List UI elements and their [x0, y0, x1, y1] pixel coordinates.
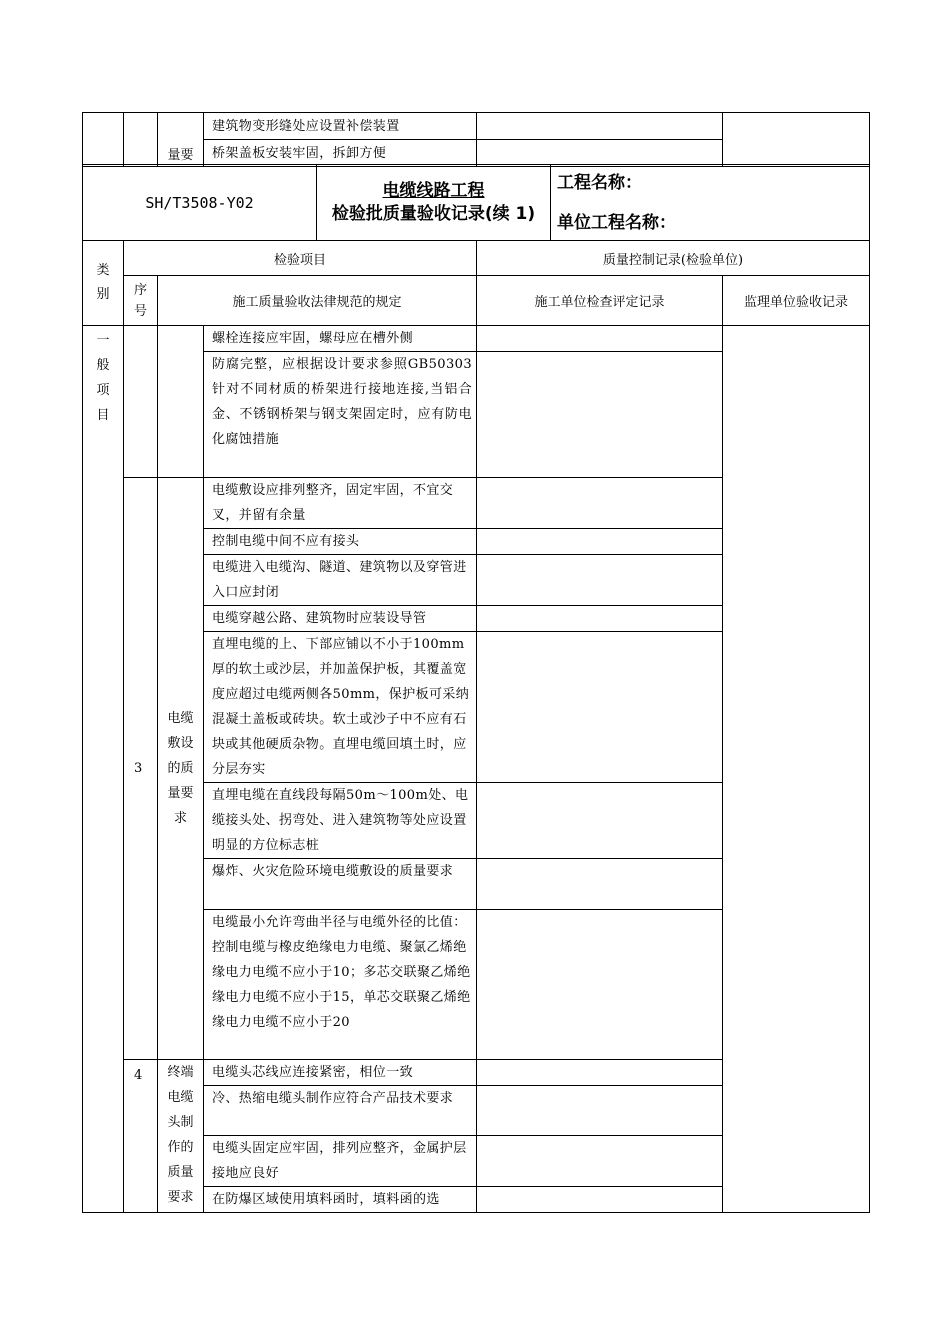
construction-record-cell[interactable] [477, 910, 723, 1060]
regulation-item: 在防爆区域使用填料函时，填料函的选 [204, 1187, 477, 1213]
construction-record-cell[interactable] [477, 113, 723, 140]
top-continuation-table [82, 112, 870, 167]
construction-record-cell[interactable] [477, 783, 723, 859]
seq-cell [124, 326, 158, 478]
construction-record-cell[interactable] [477, 1187, 723, 1213]
group-name: 终端电缆头制作的质量要求 [158, 1060, 204, 1213]
regulation-item: 电缆头固定应牢固，排列应整齐，金属护层接地应良好 [204, 1136, 477, 1187]
regulation-item: 冷、热缩电缆头制作应符合产品技术要求 [204, 1086, 477, 1136]
regulation-item: 螺栓连接应牢固，螺母应在槽外侧 [204, 326, 477, 352]
construction-record-cell[interactable] [477, 352, 723, 478]
regulation-item: 防腐完整，应根据设计要求参照GB50303针对不同材质的桥架进行接地连接,当铝合金、不锈钢桥架与钢支架固定时，应有防电化腐蚀措施 [204, 352, 477, 478]
construction-record-cell[interactable] [477, 555, 723, 606]
regulation-item: 电缆最小允许弯曲半径与电缆外径的比值：控制电缆与橡皮绝缘电力电缆、聚氯乙烯绝缘电力电缆不应小于10；多芯交联聚乙烯绝缘电力电缆不应小于15，单芯交联聚乙烯绝缘电力电缆不应小于20 [204, 910, 477, 1060]
category-general: 一般项目 [83, 326, 124, 1213]
construction-record-cell[interactable] [477, 478, 723, 529]
seq-header: 序号 [124, 276, 158, 326]
quality-record-header: 质量控制记录(检验单位) [477, 241, 870, 276]
group-name-cell [158, 326, 204, 478]
construction-record-cell[interactable] [477, 606, 723, 632]
supervision-record-header: 监理单位验收记录 [723, 276, 870, 326]
regulation-item: 电缆敷设应排列整齐，固定牢固，不宜交叉，并留有余量 [204, 478, 477, 529]
construction-record-cell[interactable] [477, 140, 723, 167]
group-seq: 3 [124, 478, 158, 1060]
form-header [82, 164, 870, 241]
title-line-2: 检验批质量验收记录(续 1) [331, 203, 536, 224]
construction-record-cell[interactable] [477, 1086, 723, 1136]
group-label: 量要 [158, 113, 204, 167]
construction-record-cell[interactable] [477, 859, 723, 910]
group-name: 电缆敷设的质量要求 [158, 478, 204, 1060]
project-info [551, 165, 870, 241]
project-name-label: 工程名称： [557, 173, 642, 193]
regulation-item: 电缆头芯线应连接紧密，相位一致 [204, 1060, 477, 1086]
construction-record-cell[interactable] [477, 326, 723, 352]
construction-record-cell[interactable] [477, 632, 723, 783]
title-line-1: 电缆线路工程 [382, 180, 485, 201]
regulation-item: 直埋电缆的上、下部应铺以不小于100mm厚的软土或沙层，并加盖保护板，其覆盖宽度应超过电缆两侧各50mm，保护板可采纳混凝土盖板或砖块。软土或沙子中不应有石块或其他硬质杂物。直埋电缆回填土时，应分层夯实 [204, 632, 477, 783]
form-title [317, 165, 551, 241]
supervision-record-cell[interactable] [723, 113, 870, 167]
regulation-item: 桥架盖板安装牢固，拆卸方便 [204, 140, 477, 167]
category-cell [83, 113, 124, 167]
regulation-item: 控制电缆中间不应有接头 [204, 529, 477, 555]
construction-record-cell[interactable] [477, 529, 723, 555]
construction-record-cell[interactable] [477, 1060, 723, 1086]
regulation-item: 建筑物变形缝处应设置补偿装置 [204, 113, 477, 140]
regulation-item: 电缆进入电缆沟、隧道、建筑物以及穿管进入口应封闭 [204, 555, 477, 606]
regulation-header: 施工质量验收法律规范的规定 [158, 276, 477, 326]
construction-record-header: 施工单位检查评定记录 [477, 276, 723, 326]
regulation-item: 爆炸、火灾危险环境电缆敷设的质量要求 [204, 859, 477, 910]
category-header: 类别 [83, 241, 124, 326]
supervision-record-cell[interactable] [723, 326, 870, 1213]
inspection-items-header: 检验项目 [124, 241, 477, 276]
seq-cell [124, 113, 158, 167]
regulation-item: 电缆穿越公路、建筑物时应装设导管 [204, 606, 477, 632]
inspection-table [82, 240, 870, 1213]
construction-record-cell[interactable] [477, 1136, 723, 1187]
regulation-item: 直埋电缆在直线段每隔50m～100m处、电缆接头处、拐弯处、进入建筑物等处应设置明显的方位标志桩 [204, 783, 477, 859]
group-seq: 4 [124, 1060, 158, 1213]
form-code: SH/T3508-Y02 [83, 165, 317, 241]
unit-project-label: 单位工程名称： [557, 213, 676, 233]
